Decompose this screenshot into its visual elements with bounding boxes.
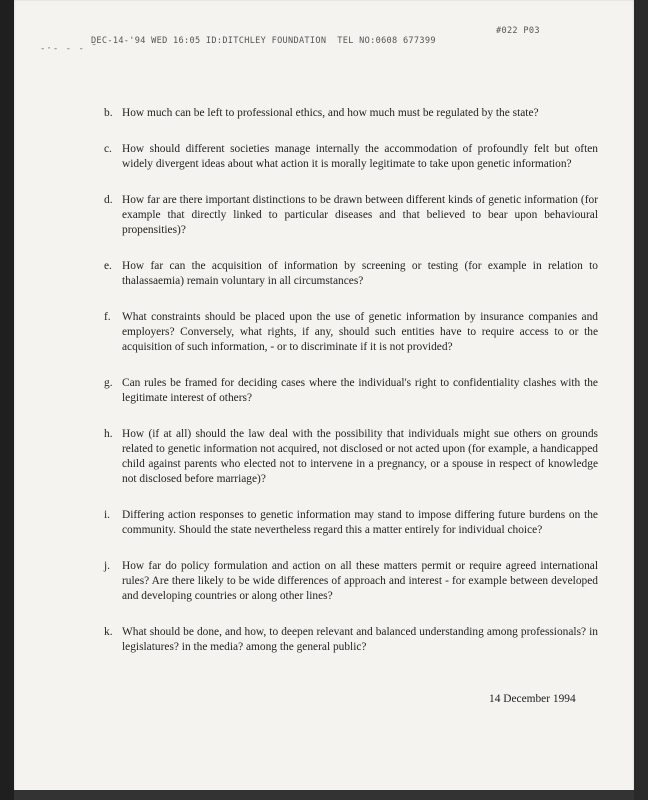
- question-list: [102, 106, 598, 655]
- item-letter: k.: [104, 626, 113, 638]
- item-text: How far do policy formulation and action on all these matters permit or require agreed international rules? Are there likely to be wide differences of approach and interest - for example between developed and developing countries or along other lines?: [122, 560, 598, 602]
- document-date: 14 December 1994: [489, 693, 576, 705]
- item-letter: g.: [104, 377, 113, 389]
- fax-header-line: DEC-14-'94 WED 16:05 ID:DITCHLEY FOUNDATION TEL NO:0608 677399: [90, 36, 436, 46]
- item-letter: j.: [104, 560, 111, 572]
- list-item: [102, 508, 598, 538]
- item-letter: d.: [104, 194, 113, 206]
- scan-border-right: [634, 0, 648, 800]
- item-letter: b.: [104, 107, 113, 119]
- scan-marks: -·- - - ˜: [40, 44, 98, 54]
- list-item: [102, 142, 598, 172]
- list-item: [102, 193, 598, 238]
- scan-border-bottom: [14, 790, 634, 800]
- item-text: Can rules be framed for deciding cases where the individual's right to confidentiality clashes with the legitimate interest of others?: [122, 377, 598, 404]
- list-item: [102, 106, 598, 121]
- list-item: [102, 427, 598, 487]
- item-text: What constraints should be placed upon the use of genetic information by insurance companies and employers? Conversely, what rights, if any, should such entities have to require access to or the acquisition of such information, - or to discriminate if it is not provided?: [122, 311, 598, 353]
- fax-header: [80, 26, 600, 56]
- item-letter: e.: [104, 260, 112, 272]
- item-letter: f.: [104, 311, 111, 323]
- item-letter: h.: [104, 428, 113, 440]
- item-text: How much can be left to professional ethics, and how much must be regulated by the state?: [122, 107, 539, 119]
- item-text: What should be done, and how, to deepen relevant and balanced understanding among professionals? in legislatures? in the media? among the general public?: [122, 626, 598, 653]
- fax-page-number: #022 P03: [496, 26, 540, 36]
- list-item: [102, 559, 598, 604]
- list-item: [102, 376, 598, 406]
- item-text: How should different societies manage internally the accommodation of profoundly felt but often widely divergent ideas about what action it is morally legitimate to take upon genetic information?: [122, 143, 598, 170]
- list-item: [102, 625, 598, 655]
- item-text: Differing action responses to genetic information may stand to impose differing future burdens on the community. Should the state nevertheless regard this a matter entirely for individual choice?: [122, 509, 598, 536]
- list-item: [102, 310, 598, 355]
- item-text: How far are there important distinctions to be drawn between different kinds of genetic information (for example that directly linked to particular diseases and that believed to bear upon behavioural propensities)?: [122, 194, 598, 236]
- list-item: [102, 259, 598, 289]
- item-text: How (if at all) should the law deal with the possibility that individuals might sue others on grounds related to genetic information not acquired, not disclosed or not acted upon (for example, a handicapped child against parents who elected not to intervene in a pregnancy, or a spouse in respect of knowledge not disclosed before marriage)?: [122, 428, 598, 485]
- item-letter: c.: [104, 143, 112, 155]
- item-letter: i.: [104, 509, 111, 521]
- item-text: How far can the acquisition of information by screening or testing (for example in relation to thalassaemia) remain voluntary in all circumstances?: [122, 260, 598, 287]
